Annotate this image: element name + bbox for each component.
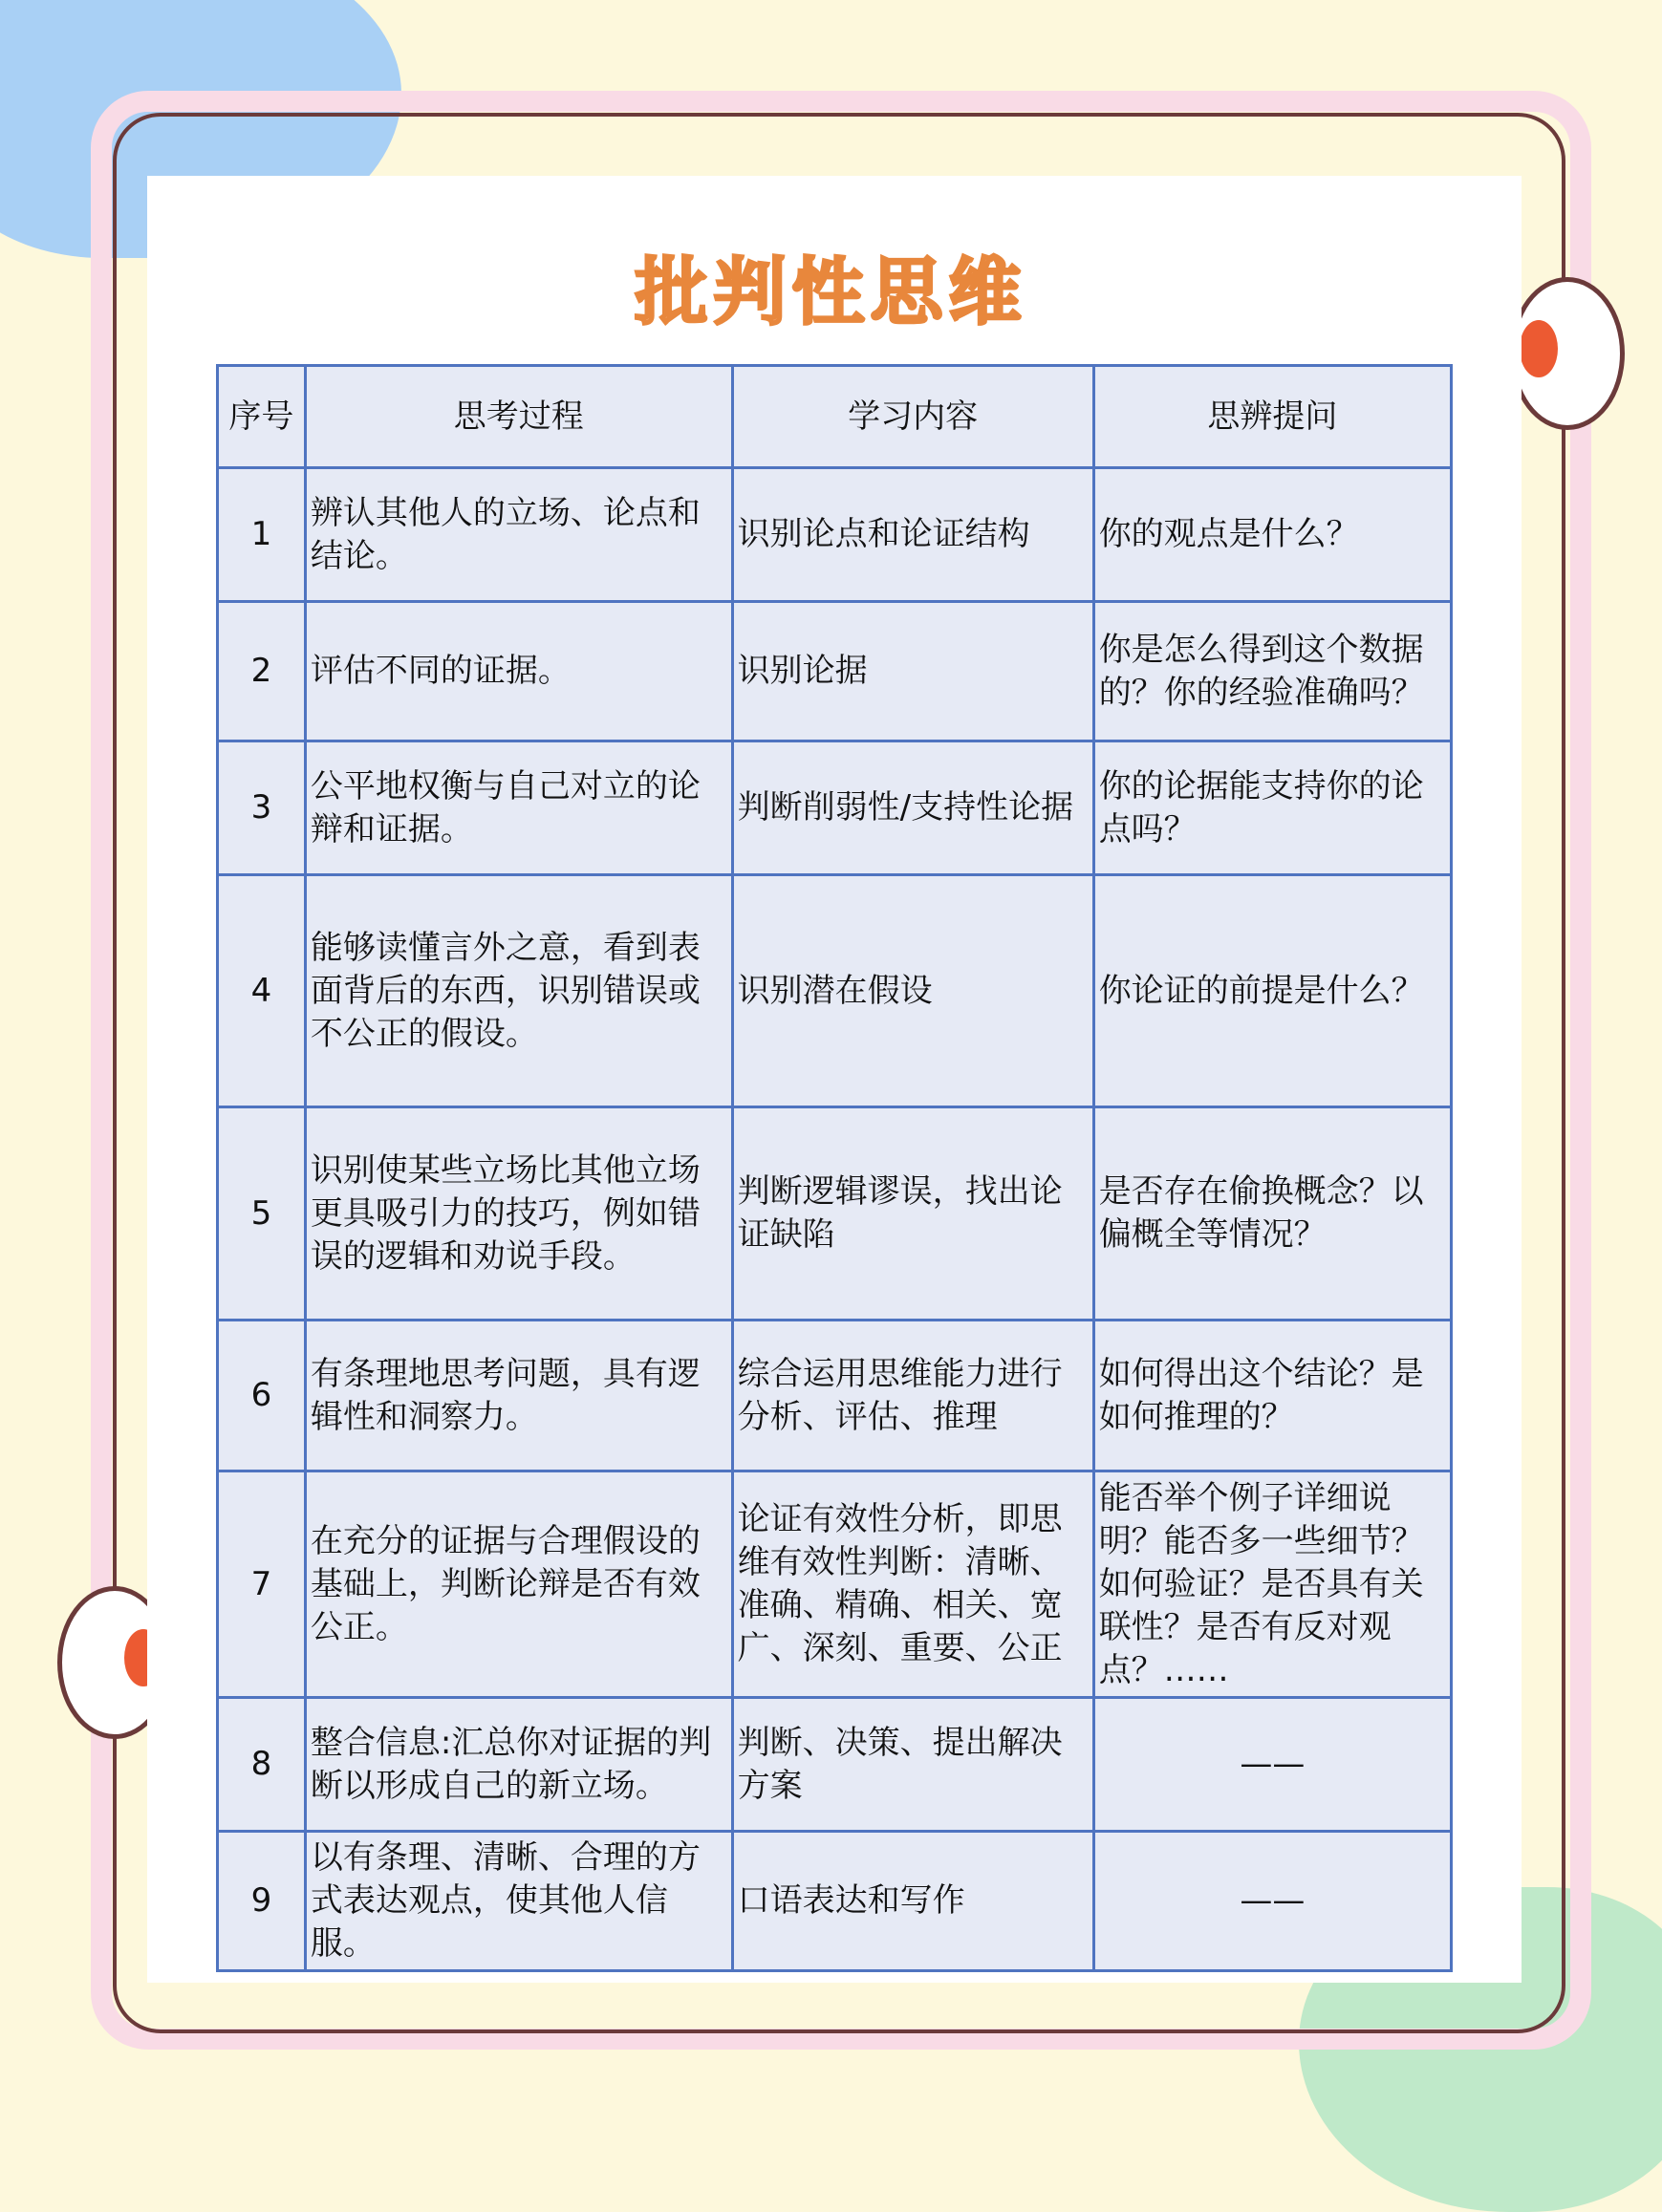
table-row [218,1698,1452,1832]
table-row [218,1107,1452,1321]
row-number: 1 [218,468,306,602]
row-number: 8 [218,1698,306,1832]
cell-question: 能否举个例子详细说明？能否多一些细节？如何验证？是否具有关联性？是否有反对观点？…… [1093,1471,1451,1698]
row-number: 5 [218,1107,306,1321]
row-number: 4 [218,875,306,1107]
table-row [218,1471,1452,1698]
table-row [218,1321,1452,1471]
cell-process: 评估不同的证据。 [305,602,732,741]
table-row [218,602,1452,741]
cell-question: 如何得出这个结论？是如何推理的？ [1093,1321,1451,1471]
table-header-row [218,366,1452,468]
cell-content: 综合运用思维能力进行分析、评估、推理 [732,1321,1093,1471]
cell-content: 判断逻辑谬误，找出论证缺陷 [732,1107,1093,1321]
critical-thinking-table [216,364,1453,1972]
table-row [218,741,1452,875]
cell-question: 你是怎么得到这个数据的？你的经验准确吗？ [1093,602,1451,741]
header-content: 学习内容 [732,366,1093,468]
header-question: 思辨提问 [1093,366,1451,468]
cell-content: 判断削弱性/支持性论据 [732,741,1093,875]
cell-question: —— [1093,1832,1451,1971]
cell-process: 识别使某些立场比其他立场更具吸引力的技巧，例如错误的逻辑和劝说手段。 [305,1107,732,1321]
table-row [218,875,1452,1107]
row-number: 6 [218,1321,306,1471]
page-title: 批判性思维 [635,249,1027,334]
cell-process: 辨认其他人的立场、论点和结论。 [305,468,732,602]
cell-content: 论证有效性分析，即思维有效性判断：清晰、准确、精确、相关、宽广、深刻、重要、公正 [732,1471,1093,1698]
cell-process: 在充分的证据与合理假设的基础上，判断论辩是否有效公正。 [305,1471,732,1698]
table-row [218,468,1452,602]
cell-question: 你的观点是什么？ [1093,468,1451,602]
cell-content: 口语表达和写作 [732,1832,1093,1971]
cell-content: 识别论点和论证结构 [732,468,1093,602]
cell-question: 你的论据能支持你的论点吗？ [1093,741,1451,875]
cell-process: 有条理地思考问题，具有逻辑性和洞察力。 [305,1321,732,1471]
cell-process: 整合信息:汇总你对证据的判断以形成自己的新立场。 [305,1698,732,1832]
row-number: 9 [218,1832,306,1971]
header-process: 思考过程 [305,366,732,468]
cell-content: 识别论据 [732,602,1093,741]
table-row [218,1832,1452,1971]
cell-process: 公平地权衡与自己对立的论辩和证据。 [305,741,732,875]
cell-question: —— [1093,1698,1451,1832]
row-number: 2 [218,602,306,741]
header-number: 序号 [218,366,306,468]
cell-question: 你论证的前提是什么？ [1093,875,1451,1107]
row-number: 3 [218,741,306,875]
cell-process: 能够读懂言外之意，看到表面背后的东西，识别错误或不公正的假设。 [305,875,732,1107]
cell-content: 判断、决策、提出解决方案 [732,1698,1093,1832]
cell-question: 是否存在偷换概念？以偏概全等情况？ [1093,1107,1451,1321]
row-number: 7 [218,1471,306,1698]
cell-content: 识别潜在假设 [732,875,1093,1107]
cell-process: 以有条理、清晰、合理的方式表达观点，使其他人信服。 [305,1832,732,1971]
